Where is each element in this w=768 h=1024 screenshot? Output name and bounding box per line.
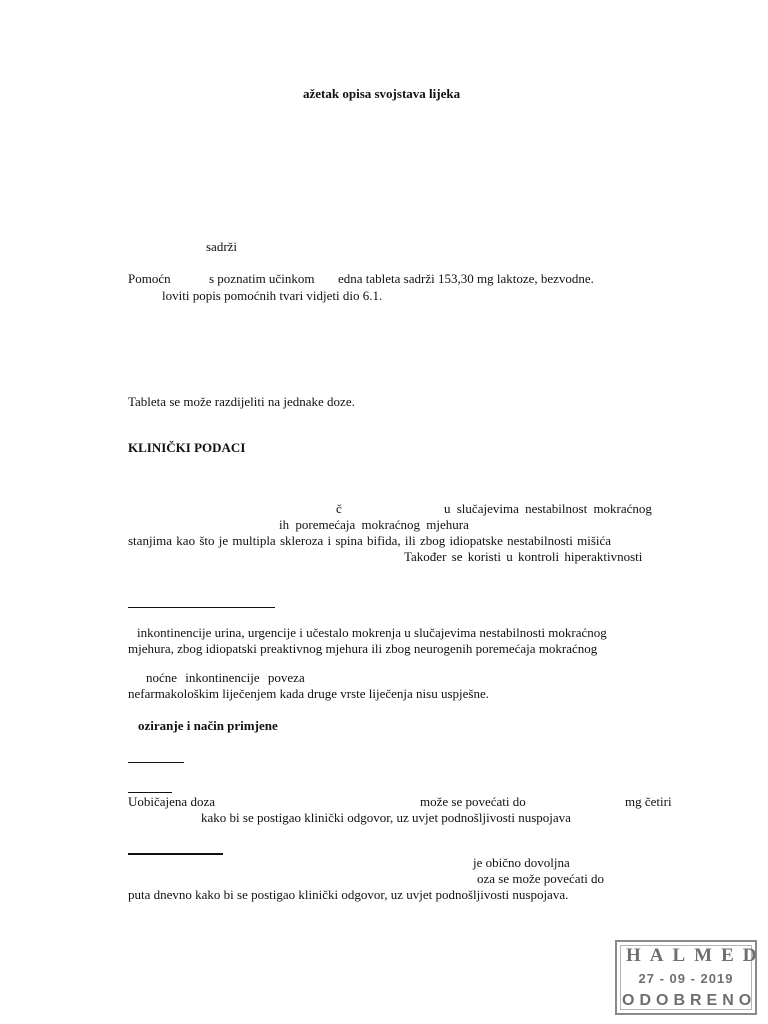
approval-stamp xyxy=(615,940,766,1015)
dose-may-increase: oza se može povećati do xyxy=(477,871,605,886)
usual-dose-overline xyxy=(128,792,172,793)
adults-line-1: inkontinencije urina, urgencije i učestalo mokrenja u slučajevima nestabilnosti mokraćnog xyxy=(137,625,607,640)
adults-line-4: nefarmakološkim liječenjem kada druge vrste liječenja nisu uspješne. xyxy=(128,686,489,701)
document-title: ažetak opisa svojstava lijeka xyxy=(303,86,461,101)
stamp-status: ODOBRENO xyxy=(622,992,757,1009)
indications-line-1: u slučajevima nestabilnost mokraćnog xyxy=(444,501,652,516)
tablet-divisible-note: Tableta se može razdijeliti na jednake doze. xyxy=(128,394,355,409)
subsection-underline-thick xyxy=(128,853,223,855)
usual-dose-label: Uobičajena doza xyxy=(128,794,215,809)
dosage-heading: oziranje i način primjene xyxy=(138,718,278,733)
excipients-known-effect: s poznatim učinkom xyxy=(209,271,315,286)
indications-line-4: Također se koristi u kontroli hiperaktivnosti xyxy=(404,549,643,564)
dose-clinical-response: kako bi se postigao klinički odgovor, uz uvjet podnošljivosti nuspojava xyxy=(201,810,571,825)
adults-line-2: mjehura, zbog idiopatski preaktivnog mjehura ili zbog neurogenih poremećaja mokraćnog xyxy=(128,641,598,656)
dose-mg-four: mg četiri xyxy=(625,794,672,809)
subsection-underline-short xyxy=(128,762,184,763)
composition-contains: sadrži xyxy=(206,239,238,254)
indications-fragment: č xyxy=(336,501,342,516)
adults-line-3: noćne inkontinencije poveza xyxy=(146,670,305,685)
stamp-agency: HALMED xyxy=(626,945,766,966)
dose-usually-enough: je obično dovoljna xyxy=(473,855,570,870)
tablet-lactose-content: edna tableta sadrži 153,30 mg laktoze, bezvodne. xyxy=(338,271,594,286)
stamp-date: 27 - 09 - 2019 xyxy=(638,971,734,986)
excipients-lead: Pomoćn xyxy=(128,271,171,286)
dose-increase-text: može se povećati do xyxy=(420,794,526,809)
clinical-particulars-heading: KLINIČKI PODACI xyxy=(128,440,246,455)
indications-line-2: ih poremećaja mokraćnog mjehura xyxy=(279,517,469,532)
excipients-see-section: loviti popis pomoćnih tvari vidjeti dio 6.1. xyxy=(162,288,383,303)
indications-line-3: stanjima kao što je multipla skleroza i spina bifida, ili zbog idiopatske nestabilnosti mišića xyxy=(128,533,612,548)
dose-times-daily: puta dnevno kako bi se postigao klinički odgovor, uz uvjet podnošljivosti nuspojava. xyxy=(128,887,569,902)
section-divider-line xyxy=(128,607,275,608)
